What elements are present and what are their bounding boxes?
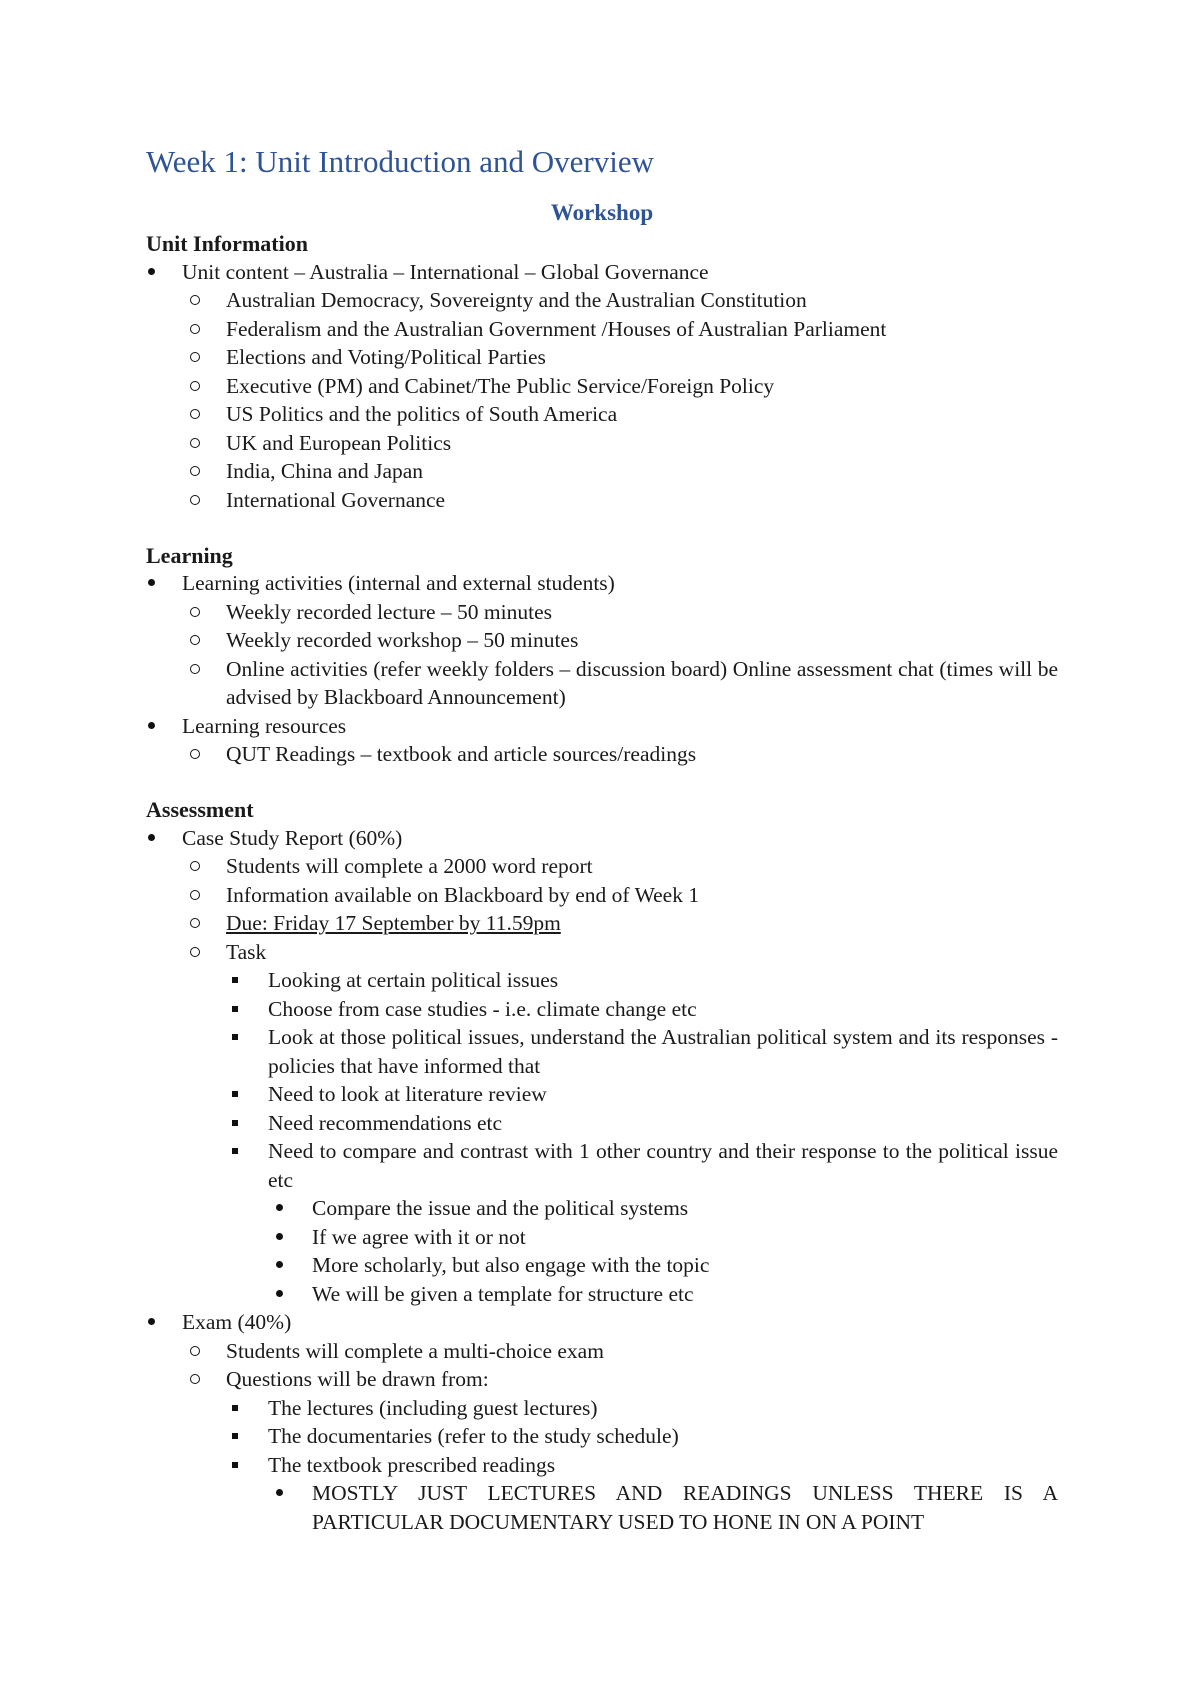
list-item-text: Need to look at literature review	[268, 1082, 547, 1106]
list-item-text: Weekly recorded lecture – 50 minutes	[226, 599, 553, 624]
list-item	[146, 1080, 1058, 1109]
list-item	[146, 1394, 1058, 1423]
list-item	[146, 1023, 1058, 1080]
list-item-text: Look at those political issues, understand the Australian political system and its responses - policies that have informed that	[268, 1025, 1058, 1078]
list-item	[146, 315, 1058, 344]
list-item	[146, 258, 1058, 287]
list-item	[146, 966, 1058, 995]
list-item-text: Need recommendations etc	[268, 1110, 503, 1135]
list-item	[146, 1280, 1058, 1309]
list-item	[146, 740, 1058, 769]
list-item-text: The documentaries (refer to the study schedule)	[268, 1424, 679, 1448]
list-item	[146, 598, 1058, 627]
list-item-text: International Governance	[226, 487, 446, 512]
list-item	[146, 1479, 1058, 1536]
list-item-text: Looking at certain political issues	[268, 968, 559, 992]
list-item	[146, 343, 1058, 372]
list-item-text: Australian Democracy, Sovereignty and the Australian Constitution	[226, 288, 807, 312]
list-item-text: We will be given a template for structure etc	[312, 1281, 694, 1306]
list-item	[146, 1365, 1058, 1394]
list-item	[146, 824, 1058, 853]
section-heading: Assessment	[146, 797, 254, 822]
list-item-text: UK and European Politics	[226, 430, 452, 455]
list-item	[146, 429, 1058, 458]
list-item	[146, 881, 1058, 910]
list-item-text: Learning resources	[182, 713, 347, 738]
list-item-text: Students will complete a multi-choice exam	[226, 1338, 604, 1363]
list-item	[146, 286, 1058, 315]
list-item	[146, 372, 1058, 401]
list-item-text: Need to compare and contrast with 1 other country and their response to the political issue etc	[268, 1139, 1058, 1192]
list-item-text: Elections and Voting/Political Parties	[226, 345, 546, 369]
list-item-text: Learning activities (internal and external students)	[182, 571, 615, 595]
list-item-text: Questions will be drawn from:	[226, 1367, 489, 1391]
list-item-text: Compare the issue and the political systems	[312, 1196, 689, 1220]
list-item	[146, 1137, 1058, 1194]
list-item-text: Executive (PM) and Cabinet/The Public Service/Foreign Policy	[226, 373, 775, 398]
list-item-text: Task	[226, 939, 267, 964]
list-item-text: Unit content – Australia – International – Global Governance	[182, 259, 709, 284]
list-item	[146, 1109, 1058, 1138]
list-item-text: Information available on Blackboard by end of Week 1	[226, 882, 700, 907]
list-item	[146, 909, 1058, 938]
list-item	[146, 1337, 1058, 1366]
list-item	[146, 655, 1058, 712]
list-item-text: Choose from case studies - i.e. climate change etc	[268, 996, 697, 1021]
sections-container	[146, 230, 1058, 1536]
list-item-text: MOSTLY JUST LECTURES AND READINGS UNLESS THERE IS A PARTICULAR DOCUMENTARY USED TO HONE IN ON A POINT	[312, 1481, 1058, 1534]
list-item	[146, 852, 1058, 881]
section-spacer	[146, 514, 1058, 542]
page-subtitle: Workshop	[550, 200, 654, 225]
list-item	[146, 486, 1058, 515]
list-item	[146, 569, 1058, 598]
document-body	[146, 140, 1058, 1536]
list-item	[146, 1194, 1058, 1223]
list-item	[146, 1223, 1058, 1252]
list-item-text: Students will complete a 2000 word report	[226, 854, 593, 878]
list-item-text: Due: Friday 17 September by 11.59pm	[226, 911, 561, 935]
list-item	[146, 626, 1058, 655]
list-item	[146, 938, 1058, 967]
list-item-text: Federalism and the Australian Government /Houses of Australian Parliament	[226, 316, 887, 341]
page-title: Week 1: Unit Introduction and Overview	[146, 144, 655, 179]
list-item	[146, 457, 1058, 486]
list-item	[146, 1422, 1058, 1451]
section-spacer	[146, 769, 1058, 797]
list-item-text: QUT Readings – textbook and article sources/readings	[226, 742, 697, 766]
list-item-text: More scholarly, but also engage with the topic	[312, 1253, 710, 1277]
list-item-text: Case Study Report (60%)	[182, 825, 403, 850]
list-item	[146, 1251, 1058, 1280]
list-item-text: The textbook prescribed readings	[268, 1452, 556, 1477]
list-item-text: US Politics and the politics of South America	[226, 402, 618, 426]
list-item	[146, 400, 1058, 429]
list-item-text: The lectures (including guest lectures)	[268, 1395, 598, 1420]
section-heading: Learning	[146, 542, 233, 568]
list-item	[146, 1451, 1058, 1480]
list-item	[146, 712, 1058, 741]
list-item-text: Online activities (refer weekly folders – discussion board) Online assessment chat (times will be advised by Blackboard Announcement)	[226, 656, 1058, 709]
list-item-text: India, China and Japan	[226, 459, 424, 483]
list-item-text: Exam (40%)	[182, 1310, 292, 1334]
list-item	[146, 995, 1058, 1024]
list-item-text: Weekly recorded workshop – 50 minutes	[226, 628, 579, 652]
list-item-text: If we agree with it or not	[312, 1224, 526, 1249]
list-item	[146, 1308, 1058, 1337]
section-heading: Unit Information	[146, 231, 308, 256]
